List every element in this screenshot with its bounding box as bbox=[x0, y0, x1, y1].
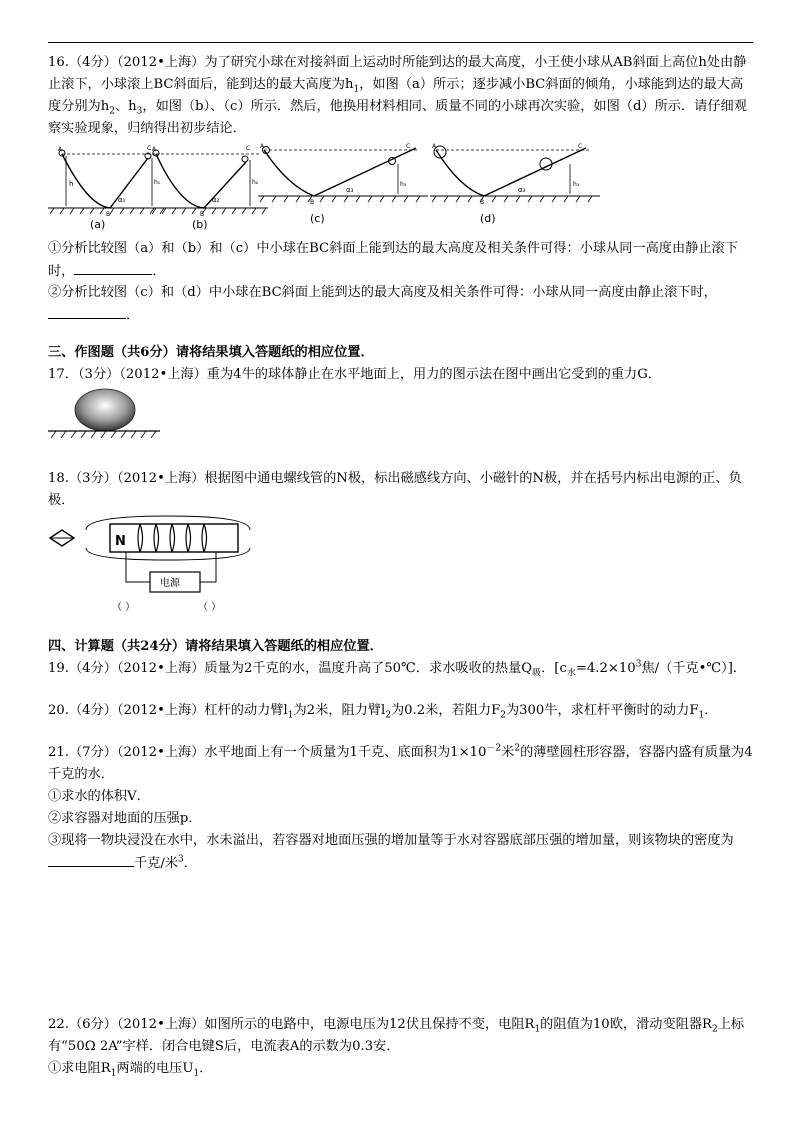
answer-blank[interactable] bbox=[48, 852, 134, 867]
svg-text:α₁: α₁ bbox=[118, 196, 126, 204]
q22-stem: 22.（6分）（2012•上海）如图所示的电路中，电源电压为12伏且保持不变，电阻$R_1$的阻值为10欧，滑动变阻器$R_2$上标有“50Ω 2A”字样．闭合电键S后，电流表A的示数为0.3安． bbox=[48, 1017, 745, 1054]
svg-text:N: N bbox=[115, 534, 126, 549]
svg-text:h₃: h₃ bbox=[400, 181, 407, 188]
figure-d bbox=[430, 143, 602, 234]
svg-text:B: B bbox=[310, 199, 315, 206]
figure-c bbox=[258, 143, 430, 234]
header-rule bbox=[48, 42, 753, 43]
svg-text:α₂: α₂ bbox=[212, 196, 220, 204]
q21-sub3: ③现将一物块浸没在水中，水未溢出，若容器对地面压强的增加量等于水对容器底部压强的增加量，则该物块的密度为千克/米$^3$． bbox=[48, 833, 734, 871]
svg-text:h₂: h₂ bbox=[252, 179, 259, 186]
q16-sub2: ②分析比较图（c）和（d）中小球在BC斜面上能到达的最大高度及相关条件可得：小球从同一高度由静止滚下时，． bbox=[48, 285, 717, 323]
svg-text:C: C bbox=[246, 145, 251, 152]
figure-b bbox=[150, 146, 270, 234]
svg-text:h: h bbox=[69, 180, 74, 188]
q22-sub1: ①求电阻$R_1$两端的电压$U_1$． bbox=[48, 1061, 213, 1079]
svg-text:A: A bbox=[152, 146, 157, 153]
svg-text:(b): (b) bbox=[192, 218, 208, 231]
svg-text:（ ）: （ ） bbox=[112, 602, 136, 613]
q17-stem: 17．（3分）（2012•上海）重为4牛的球体静止在水平地面上，用力的图示法在图中画出它受到的重力G． bbox=[48, 367, 661, 382]
answer-blank[interactable] bbox=[48, 304, 126, 319]
svg-text:B: B bbox=[480, 199, 485, 206]
svg-text:B: B bbox=[200, 211, 205, 218]
svg-text:（ ）: （ ） bbox=[198, 602, 222, 613]
svg-text:α₃: α₃ bbox=[518, 186, 526, 194]
svg-text:C: C bbox=[578, 143, 583, 150]
svg-text:电源: 电源 bbox=[160, 578, 180, 589]
q19-stem: 19.（4分）（2012•上海）质量为2千克的水，温度升高了50℃．求水吸收的热量$Q_吸$．[$c_水=4.2\times 10^3$焦/（千克•℃）]． bbox=[48, 659, 747, 679]
svg-text:(a): (a) bbox=[90, 218, 106, 231]
q21-sub1: ①求水的体积V． bbox=[48, 789, 150, 804]
svg-text:A: A bbox=[58, 146, 63, 153]
svg-text:h₁: h₁ bbox=[154, 179, 161, 186]
answer-blank[interactable] bbox=[74, 260, 152, 275]
figure-ball-on-ground bbox=[48, 386, 162, 440]
q21-stem: 21.（7分）（2012•上海）水平地面上有一个质量为1千克、底面积为$1\times 10^{-2}$米$^2$的薄壁圆柱形容器，容器内盛有质量为4千克的水． bbox=[48, 743, 753, 782]
q18-stem: 18.（3分）（2012•上海）根据图中通电螺线管的N极，标出磁感线方向、小磁针的N极，并在括号内标出电源的正、负极． bbox=[48, 471, 742, 508]
svg-text:C: C bbox=[147, 145, 152, 152]
section-4-heading: 四、计算题（共24分）请将结果填入答题纸的相应位置． bbox=[48, 639, 383, 654]
q16-stem: 16.（4分）（2012•上海）为了研究小球在对接斜面上运动时所能到达的最大高度，小王使小球从AB斜面上高位h处由静止滚下，小球滚上BC斜面后，能到达的最大高度为$h_1$，如图（a）所示；逐步减小BC斜面的倾角，小球能到达的最大高度分别为$h_2$、$h_3$，如图（b）、（c）所示．然后，他换用材料相同、质量不同的小球再次实验，如图（d）所示．请仔细观察实验现象，归纳得出初步结论． bbox=[48, 55, 747, 136]
section-3-heading: 三、作图题（共6分）请将结果填入答题纸的相应位置． bbox=[48, 345, 374, 360]
svg-text:C: C bbox=[406, 143, 411, 150]
svg-text:(d): (d) bbox=[480, 212, 496, 225]
svg-text:A: A bbox=[260, 143, 265, 150]
svg-text:B: B bbox=[106, 211, 111, 218]
q20-stem: 20.（4分）（2012•上海）杠杆的动力臂$l_1$为2米，阻力臂$l_2$为0.2米，若阻力$F_2$为300牛，求杠杆平衡时的动力$F_1$． bbox=[48, 703, 718, 721]
svg-text:A: A bbox=[432, 143, 437, 150]
svg-text:(c): (c) bbox=[310, 212, 325, 225]
q16-sub1: ①分析比较图（a）和（b）和（c）中小球在BC斜面上能到达的最大高度及相关条件可得：小球从同一高度由静止滚下时， ． bbox=[48, 241, 738, 279]
svg-text:α₃: α₃ bbox=[346, 186, 354, 194]
q21-sub2: ②求容器对地面的压强p． bbox=[48, 811, 202, 826]
figure-solenoid bbox=[48, 510, 288, 616]
svg-text:h₃: h₃ bbox=[573, 181, 580, 188]
